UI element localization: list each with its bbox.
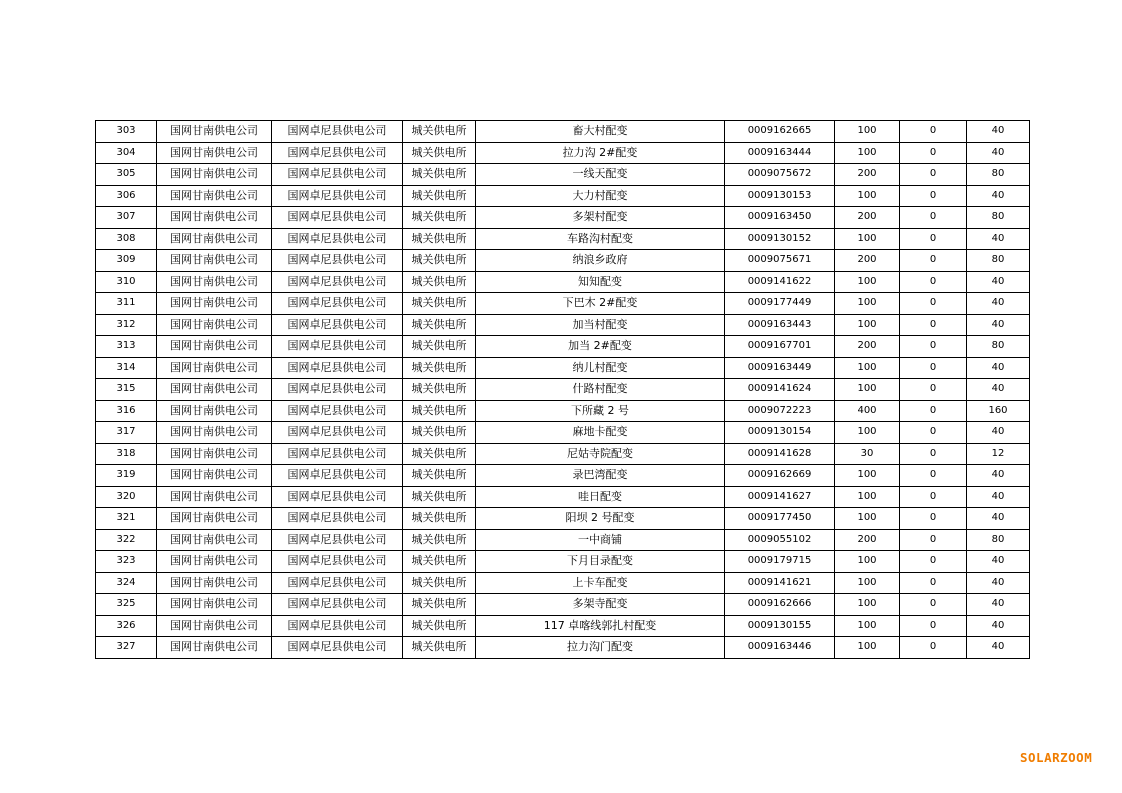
supply-station-cell: 城关供电所 [403, 422, 476, 444]
row-number-cell: 317 [96, 422, 157, 444]
county-company-cell: 国网卓尼县供电公司 [272, 443, 403, 465]
transformer-id-cell: 0009055102 [725, 529, 835, 551]
transformer-name-cell: 纳儿村配变 [476, 357, 725, 379]
row-number-cell: 321 [96, 508, 157, 530]
capacity-cell: 200 [835, 250, 900, 272]
provincial-company-cell: 国网甘南供电公司 [157, 121, 272, 143]
row-number-cell: 322 [96, 529, 157, 551]
table-row [96, 508, 1030, 530]
value-load-cell: 40 [967, 637, 1030, 659]
county-company-cell: 国网卓尼县供电公司 [272, 250, 403, 272]
supply-station-cell: 城关供电所 [403, 486, 476, 508]
data-table [95, 120, 1030, 659]
transformer-name-cell: 尼姑寺院配变 [476, 443, 725, 465]
capacity-cell: 100 [835, 637, 900, 659]
transformer-id-cell: 0009141621 [725, 572, 835, 594]
provincial-company-cell: 国网甘南供电公司 [157, 637, 272, 659]
table-row [96, 551, 1030, 573]
transformer-id-cell: 0009163446 [725, 637, 835, 659]
row-number-cell: 313 [96, 336, 157, 358]
provincial-company-cell: 国网甘南供电公司 [157, 422, 272, 444]
county-company-cell: 国网卓尼县供电公司 [272, 121, 403, 143]
capacity-cell: 200 [835, 164, 900, 186]
transformer-name-cell: 哇日配变 [476, 486, 725, 508]
capacity-cell: 100 [835, 357, 900, 379]
row-number-cell: 306 [96, 185, 157, 207]
transformer-id-cell: 0009162666 [725, 594, 835, 616]
provincial-company-cell: 国网甘南供电公司 [157, 164, 272, 186]
county-company-cell: 国网卓尼县供电公司 [272, 637, 403, 659]
row-number-cell: 311 [96, 293, 157, 315]
value-load-cell: 40 [967, 465, 1030, 487]
transformer-name-cell: 下巴木 2#配变 [476, 293, 725, 315]
value-load-cell: 40 [967, 486, 1030, 508]
county-company-cell: 国网卓尼县供电公司 [272, 594, 403, 616]
capacity-cell: 100 [835, 465, 900, 487]
table-row [96, 379, 1030, 401]
capacity-cell: 100 [835, 508, 900, 530]
transformer-id-cell: 0009072223 [725, 400, 835, 422]
supply-station-cell: 城关供电所 [403, 293, 476, 315]
table-row [96, 486, 1030, 508]
capacity-cell: 100 [835, 379, 900, 401]
value-load-cell: 80 [967, 529, 1030, 551]
county-company-cell: 国网卓尼县供电公司 [272, 422, 403, 444]
table-row [96, 314, 1030, 336]
table-row [96, 142, 1030, 164]
table-row [96, 594, 1030, 616]
supply-station-cell: 城关供电所 [403, 228, 476, 250]
value-zero-cell: 0 [900, 185, 967, 207]
row-number-cell: 318 [96, 443, 157, 465]
transformer-id-cell: 0009162669 [725, 465, 835, 487]
value-load-cell: 80 [967, 207, 1030, 229]
value-zero-cell: 0 [900, 400, 967, 422]
county-company-cell: 国网卓尼县供电公司 [272, 164, 403, 186]
row-number-cell: 320 [96, 486, 157, 508]
transformer-name-cell: 加当村配变 [476, 314, 725, 336]
transformer-name-cell: 拉力沟门配变 [476, 637, 725, 659]
supply-station-cell: 城关供电所 [403, 379, 476, 401]
transformer-id-cell: 0009075672 [725, 164, 835, 186]
county-company-cell: 国网卓尼县供电公司 [272, 314, 403, 336]
value-zero-cell: 0 [900, 486, 967, 508]
county-company-cell: 国网卓尼县供电公司 [272, 357, 403, 379]
supply-station-cell: 城关供电所 [403, 164, 476, 186]
provincial-company-cell: 国网甘南供电公司 [157, 293, 272, 315]
value-load-cell: 160 [967, 400, 1030, 422]
row-number-cell: 319 [96, 465, 157, 487]
supply-station-cell: 城关供电所 [403, 185, 476, 207]
row-number-cell: 324 [96, 572, 157, 594]
capacity-cell: 100 [835, 422, 900, 444]
row-number-cell: 326 [96, 615, 157, 637]
supply-station-cell: 城关供电所 [403, 443, 476, 465]
value-zero-cell: 0 [900, 551, 967, 573]
transformer-id-cell: 0009163443 [725, 314, 835, 336]
transformer-id-cell: 0009075671 [725, 250, 835, 272]
row-number-cell: 325 [96, 594, 157, 616]
value-load-cell: 40 [967, 422, 1030, 444]
transformer-name-cell: 纳浪乡政府 [476, 250, 725, 272]
supply-station-cell: 城关供电所 [403, 551, 476, 573]
supply-station-cell: 城关供电所 [403, 465, 476, 487]
provincial-company-cell: 国网甘南供电公司 [157, 250, 272, 272]
provincial-company-cell: 国网甘南供电公司 [157, 486, 272, 508]
row-number-cell: 304 [96, 142, 157, 164]
provincial-company-cell: 国网甘南供电公司 [157, 594, 272, 616]
row-number-cell: 312 [96, 314, 157, 336]
transformer-name-cell: 117 卓喀线郭扎村配变 [476, 615, 725, 637]
provincial-company-cell: 国网甘南供电公司 [157, 379, 272, 401]
supply-station-cell: 城关供电所 [403, 314, 476, 336]
supply-station-cell: 城关供电所 [403, 271, 476, 293]
value-zero-cell: 0 [900, 293, 967, 315]
county-company-cell: 国网卓尼县供电公司 [272, 271, 403, 293]
capacity-cell: 200 [835, 529, 900, 551]
transformer-name-cell: 多架寺配变 [476, 594, 725, 616]
table-row [96, 250, 1030, 272]
table-row [96, 443, 1030, 465]
provincial-company-cell: 国网甘南供电公司 [157, 207, 272, 229]
provincial-company-cell: 国网甘南供电公司 [157, 228, 272, 250]
transformer-id-cell: 0009130154 [725, 422, 835, 444]
capacity-cell: 100 [835, 271, 900, 293]
table-row [96, 207, 1030, 229]
value-load-cell: 40 [967, 228, 1030, 250]
value-zero-cell: 0 [900, 529, 967, 551]
supply-station-cell: 城关供电所 [403, 594, 476, 616]
transformer-name-cell: 上卡车配变 [476, 572, 725, 594]
value-zero-cell: 0 [900, 508, 967, 530]
transformer-name-cell: 下月目录配变 [476, 551, 725, 573]
table-row [96, 422, 1030, 444]
value-load-cell: 80 [967, 250, 1030, 272]
value-zero-cell: 0 [900, 121, 967, 143]
transformer-id-cell: 0009130155 [725, 615, 835, 637]
provincial-company-cell: 国网甘南供电公司 [157, 443, 272, 465]
value-zero-cell: 0 [900, 336, 967, 358]
capacity-cell: 200 [835, 207, 900, 229]
capacity-cell: 100 [835, 293, 900, 315]
row-number-cell: 327 [96, 637, 157, 659]
capacity-cell: 100 [835, 486, 900, 508]
county-company-cell: 国网卓尼县供电公司 [272, 142, 403, 164]
provincial-company-cell: 国网甘南供电公司 [157, 465, 272, 487]
transformer-name-cell: 录巴湾配变 [476, 465, 725, 487]
transformer-name-cell: 加当 2#配变 [476, 336, 725, 358]
transformer-name-cell: 阳坝 2 号配变 [476, 508, 725, 530]
transformer-id-cell: 0009163449 [725, 357, 835, 379]
transformer-name-cell: 大力村配变 [476, 185, 725, 207]
value-zero-cell: 0 [900, 379, 967, 401]
value-load-cell: 40 [967, 572, 1030, 594]
row-number-cell: 307 [96, 207, 157, 229]
county-company-cell: 国网卓尼县供电公司 [272, 400, 403, 422]
provincial-company-cell: 国网甘南供电公司 [157, 551, 272, 573]
table-row [96, 336, 1030, 358]
provincial-company-cell: 国网甘南供电公司 [157, 142, 272, 164]
supply-station-cell: 城关供电所 [403, 142, 476, 164]
row-number-cell: 315 [96, 379, 157, 401]
transformer-name-cell: 下所藏 2 号 [476, 400, 725, 422]
capacity-cell: 100 [835, 121, 900, 143]
county-company-cell: 国网卓尼县供电公司 [272, 615, 403, 637]
county-company-cell: 国网卓尼县供电公司 [272, 572, 403, 594]
row-number-cell: 303 [96, 121, 157, 143]
table-row [96, 185, 1030, 207]
transformer-id-cell: 0009177449 [725, 293, 835, 315]
county-company-cell: 国网卓尼县供电公司 [272, 185, 403, 207]
capacity-cell: 100 [835, 572, 900, 594]
value-load-cell: 12 [967, 443, 1030, 465]
provincial-company-cell: 国网甘南供电公司 [157, 508, 272, 530]
table-row [96, 293, 1030, 315]
transformer-id-cell: 0009130152 [725, 228, 835, 250]
table-row [96, 637, 1030, 659]
value-load-cell: 40 [967, 379, 1030, 401]
county-company-cell: 国网卓尼县供电公司 [272, 228, 403, 250]
value-zero-cell: 0 [900, 164, 967, 186]
capacity-cell: 100 [835, 228, 900, 250]
table-body [96, 121, 1030, 659]
provincial-company-cell: 国网甘南供电公司 [157, 314, 272, 336]
value-zero-cell: 0 [900, 250, 967, 272]
value-zero-cell: 0 [900, 594, 967, 616]
county-company-cell: 国网卓尼县供电公司 [272, 508, 403, 530]
county-company-cell: 国网卓尼县供电公司 [272, 465, 403, 487]
row-number-cell: 316 [96, 400, 157, 422]
provincial-company-cell: 国网甘南供电公司 [157, 357, 272, 379]
capacity-cell: 100 [835, 142, 900, 164]
transformer-id-cell: 0009141628 [725, 443, 835, 465]
value-load-cell: 40 [967, 314, 1030, 336]
value-load-cell: 40 [967, 293, 1030, 315]
value-zero-cell: 0 [900, 443, 967, 465]
transformer-name-cell: 麻地卡配变 [476, 422, 725, 444]
capacity-cell: 100 [835, 185, 900, 207]
supply-station-cell: 城关供电所 [403, 121, 476, 143]
transformer-id-cell: 0009141627 [725, 486, 835, 508]
transformer-id-cell: 0009163444 [725, 142, 835, 164]
row-number-cell: 308 [96, 228, 157, 250]
table-row [96, 271, 1030, 293]
row-number-cell: 323 [96, 551, 157, 573]
transformer-id-cell: 0009177450 [725, 508, 835, 530]
provincial-company-cell: 国网甘南供电公司 [157, 336, 272, 358]
value-load-cell: 40 [967, 121, 1030, 143]
provincial-company-cell: 国网甘南供电公司 [157, 615, 272, 637]
value-zero-cell: 0 [900, 357, 967, 379]
transformer-id-cell: 0009163450 [725, 207, 835, 229]
provincial-company-cell: 国网甘南供电公司 [157, 400, 272, 422]
supply-station-cell: 城关供电所 [403, 572, 476, 594]
transformer-name-cell: 知知配变 [476, 271, 725, 293]
transformer-name-cell: 畜大村配变 [476, 121, 725, 143]
value-zero-cell: 0 [900, 422, 967, 444]
supply-station-cell: 城关供电所 [403, 615, 476, 637]
capacity-cell: 200 [835, 336, 900, 358]
table-row [96, 615, 1030, 637]
value-zero-cell: 0 [900, 271, 967, 293]
value-load-cell: 80 [967, 164, 1030, 186]
transformer-id-cell: 0009141622 [725, 271, 835, 293]
row-number-cell: 314 [96, 357, 157, 379]
value-zero-cell: 0 [900, 314, 967, 336]
county-company-cell: 国网卓尼县供电公司 [272, 529, 403, 551]
provincial-company-cell: 国网甘南供电公司 [157, 185, 272, 207]
capacity-cell: 400 [835, 400, 900, 422]
value-load-cell: 40 [967, 508, 1030, 530]
county-company-cell: 国网卓尼县供电公司 [272, 293, 403, 315]
supply-station-cell: 城关供电所 [403, 529, 476, 551]
provincial-company-cell: 国网甘南供电公司 [157, 271, 272, 293]
row-number-cell: 310 [96, 271, 157, 293]
transformer-id-cell: 0009130153 [725, 185, 835, 207]
value-load-cell: 40 [967, 551, 1030, 573]
transformer-id-cell: 0009141624 [725, 379, 835, 401]
county-company-cell: 国网卓尼县供电公司 [272, 379, 403, 401]
transformer-id-cell: 0009179715 [725, 551, 835, 573]
supply-station-cell: 城关供电所 [403, 400, 476, 422]
provincial-company-cell: 国网甘南供电公司 [157, 572, 272, 594]
county-company-cell: 国网卓尼县供电公司 [272, 207, 403, 229]
table-row [96, 121, 1030, 143]
transformer-name-cell: 一线天配变 [476, 164, 725, 186]
transformer-name-cell: 什路村配变 [476, 379, 725, 401]
value-zero-cell: 0 [900, 228, 967, 250]
transformer-name-cell: 一中商铺 [476, 529, 725, 551]
value-zero-cell: 0 [900, 465, 967, 487]
table-row [96, 400, 1030, 422]
value-zero-cell: 0 [900, 572, 967, 594]
table-row [96, 228, 1030, 250]
capacity-cell: 100 [835, 551, 900, 573]
table-row [96, 357, 1030, 379]
value-zero-cell: 0 [900, 207, 967, 229]
capacity-cell: 100 [835, 314, 900, 336]
transformer-name-cell: 拉力沟 2#配变 [476, 142, 725, 164]
supply-station-cell: 城关供电所 [403, 207, 476, 229]
supply-station-cell: 城关供电所 [403, 357, 476, 379]
transformer-id-cell: 0009167701 [725, 336, 835, 358]
transformer-id-cell: 0009162665 [725, 121, 835, 143]
supply-station-cell: 城关供电所 [403, 637, 476, 659]
table-row [96, 164, 1030, 186]
county-company-cell: 国网卓尼县供电公司 [272, 551, 403, 573]
county-company-cell: 国网卓尼县供电公司 [272, 486, 403, 508]
value-load-cell: 40 [967, 185, 1030, 207]
capacity-cell: 30 [835, 443, 900, 465]
table-row [96, 529, 1030, 551]
value-load-cell: 40 [967, 271, 1030, 293]
solarzoom-watermark: SOLARZOOM [1020, 750, 1093, 765]
value-load-cell: 80 [967, 336, 1030, 358]
table-row [96, 465, 1030, 487]
supply-station-cell: 城关供电所 [403, 336, 476, 358]
table-row [96, 572, 1030, 594]
county-company-cell: 国网卓尼县供电公司 [272, 336, 403, 358]
value-zero-cell: 0 [900, 637, 967, 659]
provincial-company-cell: 国网甘南供电公司 [157, 529, 272, 551]
value-zero-cell: 0 [900, 615, 967, 637]
capacity-cell: 100 [835, 615, 900, 637]
value-load-cell: 40 [967, 615, 1030, 637]
capacity-cell: 100 [835, 594, 900, 616]
row-number-cell: 309 [96, 250, 157, 272]
transformer-name-cell: 车路沟村配变 [476, 228, 725, 250]
value-zero-cell: 0 [900, 142, 967, 164]
row-number-cell: 305 [96, 164, 157, 186]
supply-station-cell: 城关供电所 [403, 250, 476, 272]
value-load-cell: 40 [967, 142, 1030, 164]
supply-station-cell: 城关供电所 [403, 508, 476, 530]
value-load-cell: 40 [967, 594, 1030, 616]
transformer-name-cell: 多架村配变 [476, 207, 725, 229]
value-load-cell: 40 [967, 357, 1030, 379]
